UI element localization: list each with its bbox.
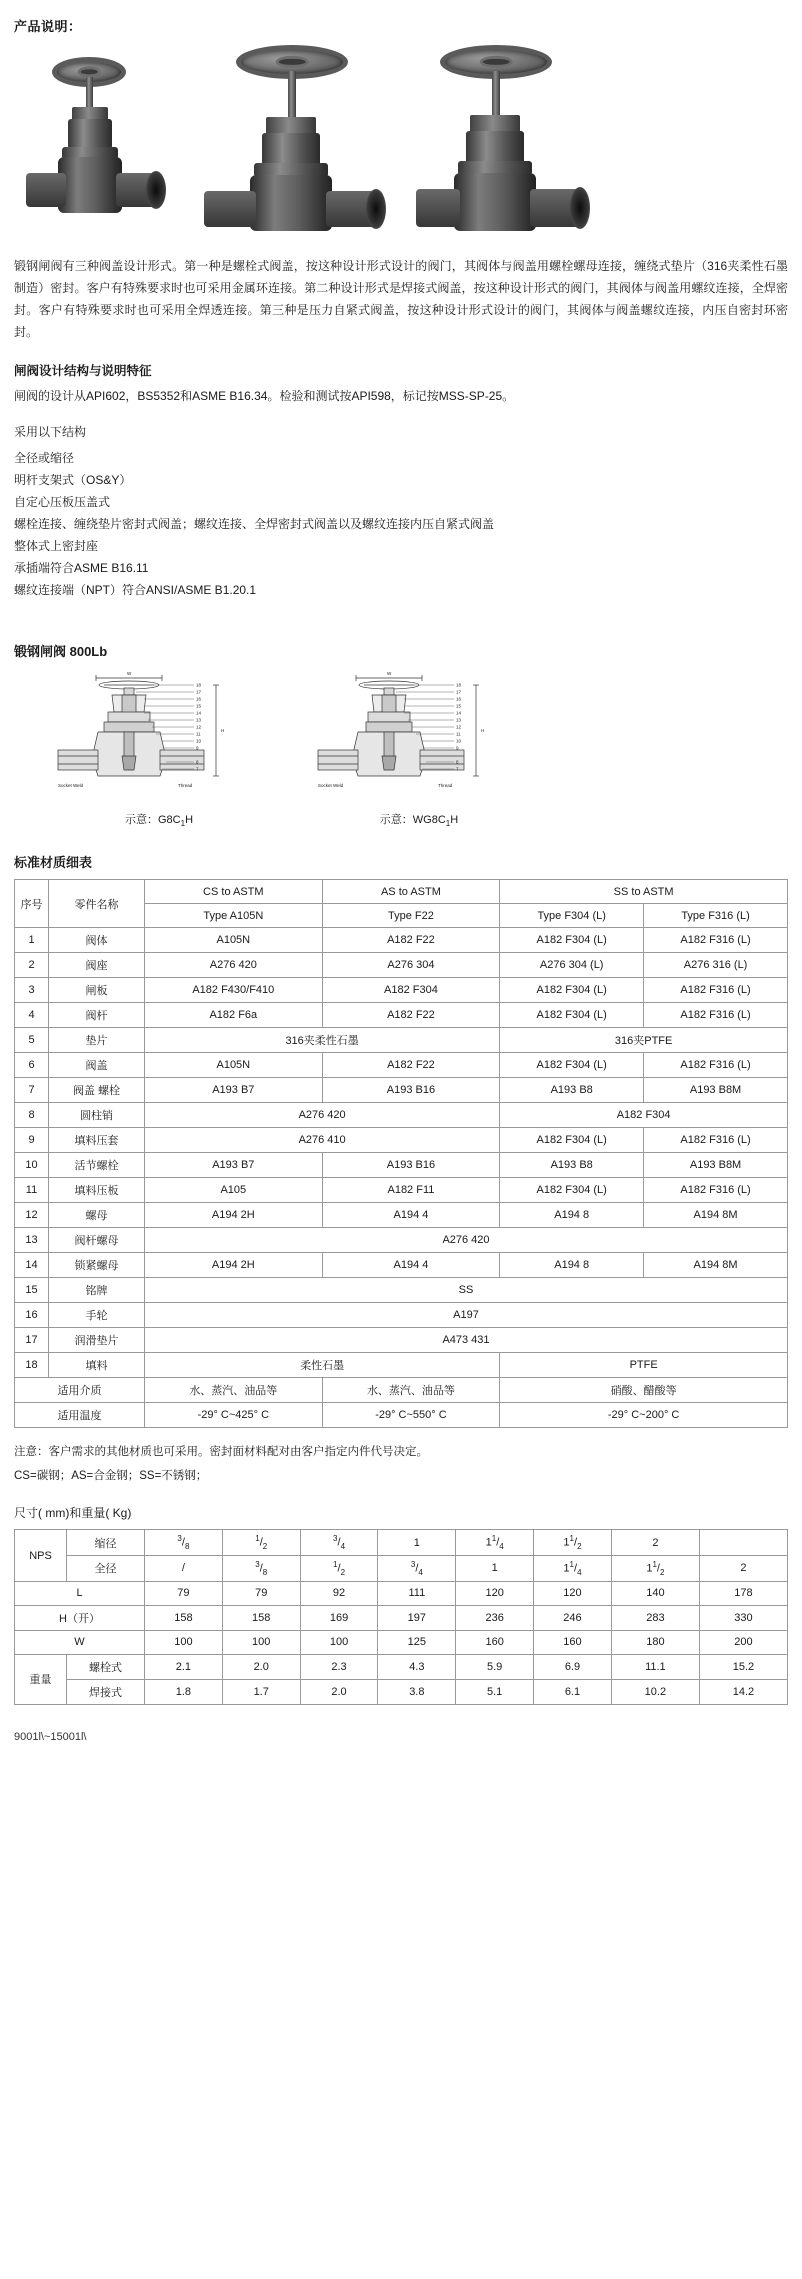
cell-part: 阀盖 bbox=[49, 1053, 145, 1078]
cell-part: 铭牌 bbox=[49, 1278, 145, 1303]
valve-port-left bbox=[26, 173, 66, 207]
cell-part: 阀杆螺母 bbox=[49, 1228, 145, 1253]
svg-text:16: 16 bbox=[196, 696, 202, 702]
table-row bbox=[15, 978, 788, 1003]
cell-value: 283 bbox=[611, 1605, 699, 1630]
intro-paragraph-block bbox=[14, 255, 788, 343]
cell-label: 适用介质 bbox=[15, 1378, 145, 1403]
cell-value: 3.8 bbox=[378, 1679, 456, 1704]
footer-code: 9001l\~15001l\ bbox=[14, 1730, 87, 1743]
cell-value: 100 bbox=[145, 1630, 223, 1654]
th-type-a105n: Type A105N bbox=[145, 904, 323, 928]
cell-value: 180 bbox=[611, 1630, 699, 1654]
cell-value: A182 F304 (L) bbox=[500, 1003, 644, 1028]
cell-value: A276 420 bbox=[145, 953, 323, 978]
cell-part: 垫片 bbox=[49, 1028, 145, 1053]
design-paragraph: 闸阀的设计从API602，BS5352和ASME B16.34。检验和测试按API598，标记按MSS-SP-25。 bbox=[14, 389, 515, 403]
cell-label: 缩径 bbox=[67, 1530, 145, 1556]
table-row bbox=[15, 1228, 788, 1253]
dimensions-table bbox=[14, 1529, 788, 1705]
table-row bbox=[15, 1630, 788, 1654]
cell-value: A193 B8 bbox=[500, 1153, 644, 1178]
cell-value: 2 bbox=[699, 1556, 787, 1582]
cell-value: A182 F304 (L) bbox=[500, 1128, 644, 1153]
design-feature: 全径或缩径 bbox=[14, 451, 75, 465]
cell-value: 200 bbox=[699, 1630, 787, 1654]
cell-value: A194 8 bbox=[500, 1203, 644, 1228]
cell-value: 1.7 bbox=[222, 1679, 300, 1704]
cell-label: 适用温度 bbox=[15, 1403, 145, 1428]
th-type-f22: Type F22 bbox=[322, 904, 500, 928]
th-group-ss: SS to ASTM bbox=[500, 880, 788, 904]
table-row bbox=[15, 1028, 788, 1053]
table-row-temperature bbox=[15, 1403, 788, 1428]
valve-body bbox=[58, 157, 122, 213]
valve-body bbox=[250, 175, 332, 231]
cell-value: 2 bbox=[611, 1530, 699, 1556]
page-title: 产品说明： bbox=[14, 19, 82, 34]
cell-value: $^3/_4$ bbox=[378, 1556, 456, 1582]
cell-value: 100 bbox=[300, 1630, 378, 1654]
table-row bbox=[15, 1153, 788, 1178]
cell-nps-label: NPS bbox=[15, 1530, 67, 1582]
valve-photo-3 bbox=[416, 45, 596, 245]
table-row bbox=[15, 1003, 788, 1028]
cell-value: 236 bbox=[456, 1605, 534, 1630]
table-row bbox=[15, 1278, 788, 1303]
table-row bbox=[15, 1203, 788, 1228]
design-feature: 整体式上密封座 bbox=[14, 539, 99, 553]
table-row bbox=[15, 1303, 788, 1328]
cell-value: 197 bbox=[378, 1605, 456, 1630]
cell-value: A182 F316 (L) bbox=[644, 978, 788, 1003]
svg-text:13: 13 bbox=[456, 717, 462, 723]
svg-text:18: 18 bbox=[456, 682, 462, 688]
svg-text:Socket Weld: Socket Weld bbox=[58, 783, 84, 788]
cell-part: 阀杆 bbox=[49, 1003, 145, 1028]
cell-part: 圆柱销 bbox=[49, 1103, 145, 1128]
svg-text:16: 16 bbox=[456, 696, 462, 702]
cell-value: 2.3 bbox=[300, 1654, 378, 1679]
valve-bonnet bbox=[262, 133, 320, 167]
cell-value: A194 2H bbox=[145, 1203, 323, 1228]
cell-value: 水、蒸汽、油品等 bbox=[145, 1378, 323, 1403]
cell-no: 16 bbox=[15, 1303, 49, 1328]
gate-valve-cross-section-1 bbox=[44, 672, 274, 807]
cell-value: A194 4 bbox=[322, 1253, 500, 1278]
cell-no: 12 bbox=[15, 1203, 49, 1228]
table-row bbox=[15, 1078, 788, 1103]
caption-model-suffix: H bbox=[450, 814, 459, 826]
table-row bbox=[15, 1128, 788, 1153]
cell-value: A276 410 bbox=[145, 1128, 500, 1153]
cell-value: A182 F22 bbox=[322, 1053, 500, 1078]
cell-value: 140 bbox=[611, 1581, 699, 1605]
cell-value: SS bbox=[145, 1278, 788, 1303]
cell-value: A182 F316 (L) bbox=[644, 1003, 788, 1028]
cell-value: A194 4 bbox=[322, 1203, 500, 1228]
cell-no: 3 bbox=[15, 978, 49, 1003]
cell-part: 填料 bbox=[49, 1353, 145, 1378]
cell-value: A193 B16 bbox=[322, 1078, 500, 1103]
cell-value: A182 F304 (L) bbox=[500, 1053, 644, 1078]
cell-value: A194 8M bbox=[644, 1203, 788, 1228]
cell-part: 填料压套 bbox=[49, 1128, 145, 1153]
design-heading: 闸阀设计结构与说明特征 bbox=[14, 364, 152, 378]
th-part: 零件名称 bbox=[49, 880, 145, 928]
cell-value: A182 F22 bbox=[322, 928, 500, 953]
table-row bbox=[15, 1605, 788, 1630]
cell-no: 9 bbox=[15, 1128, 49, 1153]
valve-bonnet bbox=[466, 131, 524, 165]
valve-photo-2 bbox=[200, 45, 390, 245]
svg-text:10: 10 bbox=[456, 738, 462, 744]
cell-value: A182 F316 (L) bbox=[644, 1128, 788, 1153]
svg-text:Thread: Thread bbox=[438, 783, 453, 788]
cell-value: A193 B8M bbox=[644, 1078, 788, 1103]
th-group-cs: CS to ASTM bbox=[145, 880, 323, 904]
cell-label: L bbox=[15, 1581, 145, 1605]
cell-value: -29° C~550° C bbox=[322, 1403, 500, 1428]
cell-part: 阀座 bbox=[49, 953, 145, 978]
cell-value: A276 316 (L) bbox=[644, 953, 788, 978]
table-row bbox=[15, 1654, 788, 1679]
cell-value: A193 B16 bbox=[322, 1153, 500, 1178]
svg-text:7: 7 bbox=[456, 766, 459, 772]
cell-value: A194 8 bbox=[500, 1253, 644, 1278]
note-line-2: CS=碳钢；AS=合金钢；SS=不锈钢； bbox=[14, 1470, 208, 1483]
cell-no: 8 bbox=[15, 1103, 49, 1128]
cell-value: A182 F22 bbox=[322, 1003, 500, 1028]
cell-value: 316夹PTFE bbox=[500, 1028, 788, 1053]
svg-text:Thread: Thread bbox=[178, 783, 193, 788]
cell-value: 5.1 bbox=[456, 1679, 534, 1704]
table-row bbox=[15, 1103, 788, 1128]
cell-value: A276 420 bbox=[145, 1228, 788, 1253]
cell-value: 6.1 bbox=[534, 1679, 612, 1704]
svg-text:18: 18 bbox=[196, 682, 202, 688]
cell-part: 螺母 bbox=[49, 1203, 145, 1228]
cell-no: 13 bbox=[15, 1228, 49, 1253]
th-type-f316: Type F316 (L) bbox=[644, 904, 788, 928]
cell-value bbox=[699, 1530, 787, 1556]
cell-value: A193 B8M bbox=[644, 1153, 788, 1178]
caption-model-suffix: H bbox=[185, 814, 194, 826]
svg-text:9: 9 bbox=[456, 745, 459, 751]
svg-text:15: 15 bbox=[456, 703, 462, 709]
svg-text:11: 11 bbox=[196, 731, 201, 737]
svg-text:10: 10 bbox=[196, 738, 202, 744]
valve-port-left bbox=[204, 191, 256, 227]
cell-value: 15.2 bbox=[699, 1654, 787, 1679]
cell-value: $1^1/_2$ bbox=[534, 1530, 612, 1556]
cell-value: 1.8 bbox=[145, 1679, 223, 1704]
cell-value: A182 F316 (L) bbox=[644, 1053, 788, 1078]
table-header-row bbox=[15, 880, 788, 904]
design-feature: 自定心压板压盖式 bbox=[14, 495, 111, 509]
cell-no: 2 bbox=[15, 953, 49, 978]
cell-value: 125 bbox=[378, 1630, 456, 1654]
cell-value: 1 bbox=[378, 1530, 456, 1556]
cell-value: $^1/_2$ bbox=[222, 1530, 300, 1556]
cell-value: 10.2 bbox=[611, 1679, 699, 1704]
cell-value: A193 B7 bbox=[145, 1153, 323, 1178]
svg-text:H: H bbox=[221, 728, 225, 733]
valve-port-left bbox=[416, 189, 460, 227]
svg-text:7: 7 bbox=[196, 766, 199, 772]
cell-no: 5 bbox=[15, 1028, 49, 1053]
table-row bbox=[15, 1328, 788, 1353]
cell-value: A473 431 bbox=[145, 1328, 788, 1353]
cell-part: 手轮 bbox=[49, 1303, 145, 1328]
svg-text:17: 17 bbox=[456, 689, 462, 695]
cell-no: 14 bbox=[15, 1253, 49, 1278]
cell-value: 158 bbox=[222, 1605, 300, 1630]
cell-label: 焊接式 bbox=[67, 1679, 145, 1704]
cell-value: $^3/_8$ bbox=[145, 1530, 223, 1556]
caption-model: WG8C bbox=[412, 814, 446, 826]
svg-text:H: H bbox=[481, 728, 485, 733]
svg-text:11: 11 bbox=[456, 731, 461, 737]
structure-label: 采用以下结构 bbox=[14, 425, 87, 439]
cell-no: 10 bbox=[15, 1153, 49, 1178]
th-group-as: AS to ASTM bbox=[322, 880, 500, 904]
svg-text:17: 17 bbox=[196, 689, 202, 695]
th-no: 序号 bbox=[15, 880, 49, 928]
cell-no: 4 bbox=[15, 1003, 49, 1028]
cell-value: A182 F304 (L) bbox=[500, 928, 644, 953]
drawing-caption-2 bbox=[304, 811, 534, 828]
cell-value: 11.1 bbox=[611, 1654, 699, 1679]
cell-value: 2.1 bbox=[145, 1654, 223, 1679]
cell-label: 全径 bbox=[67, 1556, 145, 1582]
table-row-media bbox=[15, 1378, 788, 1403]
cell-no: 1 bbox=[15, 928, 49, 953]
cell-part: 阀盖 螺栓 bbox=[49, 1078, 145, 1103]
design-feature: 承插端符合ASME B16.11 bbox=[14, 561, 149, 575]
caption-model-sub: 1 bbox=[445, 819, 451, 829]
cell-value: A182 F430/F410 bbox=[145, 978, 323, 1003]
table-row bbox=[15, 1178, 788, 1203]
cell-label: H（开） bbox=[15, 1605, 145, 1630]
cell-value: PTFE bbox=[500, 1353, 788, 1378]
cell-no: 7 bbox=[15, 1078, 49, 1103]
cell-value: A182 F304 (L) bbox=[500, 978, 644, 1003]
drawing-g8c1h bbox=[44, 672, 274, 828]
material-table bbox=[14, 879, 788, 1428]
cell-value: 178 bbox=[699, 1581, 787, 1605]
cell-value: 160 bbox=[534, 1630, 612, 1654]
cell-value: A193 B7 bbox=[145, 1078, 323, 1103]
cell-value: 330 bbox=[699, 1605, 787, 1630]
cell-value: A182 F11 bbox=[322, 1178, 500, 1203]
svg-text:14: 14 bbox=[196, 710, 202, 716]
cell-value: A105N bbox=[145, 928, 323, 953]
cell-value: 120 bbox=[534, 1581, 612, 1605]
cell-value: / bbox=[145, 1556, 223, 1582]
cell-value: 111 bbox=[378, 1581, 456, 1605]
svg-text:9: 9 bbox=[196, 745, 199, 751]
cell-value: A182 F304 bbox=[322, 978, 500, 1003]
cell-value: 246 bbox=[534, 1605, 612, 1630]
table-row bbox=[15, 953, 788, 978]
table-row bbox=[15, 1530, 788, 1556]
table-row bbox=[15, 1253, 788, 1278]
cell-value: A182 F304 (L) bbox=[500, 1178, 644, 1203]
cell-value: 1 bbox=[456, 1556, 534, 1582]
valve-port-face-right bbox=[366, 189, 386, 229]
cell-value: 4.3 bbox=[378, 1654, 456, 1679]
material-table-title: 标准材质细表 bbox=[14, 855, 93, 871]
cell-value: 79 bbox=[145, 1581, 223, 1605]
cell-part: 活节螺栓 bbox=[49, 1153, 145, 1178]
design-feature: 螺栓连接、缠绕垫片密封式阀盖；螺纹连接、全焊密封式阀盖以及螺纹连接内压自紧式阀盖 bbox=[14, 517, 495, 531]
intro-paragraph: 锻钢闸阀有三种阀盖设计形式。第一种是螺栓式阀盖，按这种设计形式设计的阀门，其阀体与阀盖用螺栓螺母连接，缠绕式垫片（316夹柔性石墨制造）密封。客户有特殊要求时也可采用金属环连接。第二种设计形式是焊接式阀盖，按这种设计形式的阀门，其阀体与阀盖用螺纹连接，全焊密封。客户有特殊要求时也可采用全焊透连接。第三种是压力自紧式阀盖，按这种设计形式设计的阀门，其阀体与阀盖螺纹连接，内压自密封环密封。 bbox=[14, 259, 788, 339]
drawings-row bbox=[14, 672, 788, 828]
svg-text:15: 15 bbox=[196, 703, 202, 709]
cell-value: $^3/_8$ bbox=[222, 1556, 300, 1582]
svg-text:12: 12 bbox=[196, 724, 202, 730]
cell-value: -29° C~425° C bbox=[145, 1403, 323, 1428]
cell-no: 11 bbox=[15, 1178, 49, 1203]
cell-value: 92 bbox=[300, 1581, 378, 1605]
caption-model: G8C bbox=[157, 814, 181, 826]
caption-prefix: 示意： bbox=[379, 814, 413, 826]
dims-table-title: 尺寸( mm)和重量( Kg) bbox=[14, 1506, 132, 1521]
cell-value: -29° C~200° C bbox=[500, 1403, 788, 1428]
cell-label: 螺栓式 bbox=[67, 1654, 145, 1679]
cell-value: 2.0 bbox=[222, 1654, 300, 1679]
drawing-wg8c1h bbox=[304, 672, 534, 828]
cell-value: A182 F316 (L) bbox=[644, 928, 788, 953]
cell-value: A182 F6a bbox=[145, 1003, 323, 1028]
cell-value: A276 420 bbox=[145, 1103, 500, 1128]
svg-text:8: 8 bbox=[196, 759, 199, 765]
cell-no: 15 bbox=[15, 1278, 49, 1303]
cell-value: $1^1/_2$ bbox=[611, 1556, 699, 1582]
svg-text:Socket Weld: Socket Weld bbox=[318, 783, 344, 788]
caption-prefix: 示意： bbox=[124, 814, 158, 826]
cell-value: 硝酸、醋酸等 bbox=[500, 1378, 788, 1403]
cell-value: A276 304 bbox=[322, 953, 500, 978]
cell-value: A194 2H bbox=[145, 1253, 323, 1278]
valve-photo-row bbox=[14, 45, 788, 245]
valve-photo-1 bbox=[24, 55, 174, 245]
table-row bbox=[15, 1679, 788, 1704]
cell-value: A105 bbox=[145, 1178, 323, 1203]
design-feature-list bbox=[14, 447, 788, 601]
cell-value: A182 F316 (L) bbox=[644, 1178, 788, 1203]
cell-no: 18 bbox=[15, 1353, 49, 1378]
design-feature: 明杆支架式（OS&Y） bbox=[14, 473, 132, 487]
svg-text:12: 12 bbox=[456, 724, 462, 730]
cell-value: 79 bbox=[222, 1581, 300, 1605]
svg-text:13: 13 bbox=[196, 717, 202, 723]
table-row bbox=[15, 1556, 788, 1582]
th-type-f304: Type F304 (L) bbox=[500, 904, 644, 928]
cell-value: 6.9 bbox=[534, 1654, 612, 1679]
cell-value: A193 B8 bbox=[500, 1078, 644, 1103]
cell-weight-label: 重量 bbox=[15, 1654, 67, 1704]
cell-no: 17 bbox=[15, 1328, 49, 1353]
table-row bbox=[15, 1581, 788, 1605]
cell-value: A197 bbox=[145, 1303, 788, 1328]
caption-model-sub: 1 bbox=[180, 819, 186, 829]
drawing-caption-1 bbox=[44, 811, 274, 828]
gate-valve-cross-section-2 bbox=[304, 672, 534, 807]
cell-part: 闸板 bbox=[49, 978, 145, 1003]
cell-part: 锁紧螺母 bbox=[49, 1253, 145, 1278]
cell-value: A194 8M bbox=[644, 1253, 788, 1278]
cell-value: 5.9 bbox=[456, 1654, 534, 1679]
cell-label: W bbox=[15, 1630, 145, 1654]
cell-value: $1^1/_4$ bbox=[534, 1556, 612, 1582]
valve-port-face-right bbox=[146, 171, 166, 209]
cell-no: 6 bbox=[15, 1053, 49, 1078]
svg-text:8: 8 bbox=[456, 759, 459, 765]
svg-text:W: W bbox=[127, 672, 132, 676]
cell-value: A105N bbox=[145, 1053, 323, 1078]
cell-value: $1^1/_4$ bbox=[456, 1530, 534, 1556]
valve-bonnet bbox=[68, 119, 112, 149]
design-feature: 螺纹连接端（NPT）符合ANSI/ASME B1.20.1 bbox=[14, 583, 257, 597]
cell-value: 柔性石墨 bbox=[145, 1353, 500, 1378]
cell-value: $^1/_2$ bbox=[300, 1556, 378, 1582]
cell-part: 阀体 bbox=[49, 928, 145, 953]
cell-value: 169 bbox=[300, 1605, 378, 1630]
cell-value: 160 bbox=[456, 1630, 534, 1654]
cell-value: $^3/_4$ bbox=[300, 1530, 378, 1556]
svg-text:14: 14 bbox=[456, 710, 462, 716]
valve-body bbox=[454, 173, 536, 231]
cell-part: 润滑垫片 bbox=[49, 1328, 145, 1353]
cell-value: 14.2 bbox=[699, 1679, 787, 1704]
cell-value: A182 F304 bbox=[500, 1103, 788, 1128]
cell-value: 316夹柔性石墨 bbox=[145, 1028, 500, 1053]
svg-text:W: W bbox=[387, 672, 392, 676]
cell-value: 100 bbox=[222, 1630, 300, 1654]
drawings-title: 锻钢闸阀 800Lb bbox=[14, 644, 108, 659]
note-line-1: 注意：客户需求的其他材质也可采用。密封面材料配对由客户指定内件代号决定。 bbox=[14, 1446, 428, 1459]
cell-part: 填料压板 bbox=[49, 1178, 145, 1203]
table-row bbox=[15, 1353, 788, 1378]
cell-value: 水、蒸汽、油品等 bbox=[322, 1378, 500, 1403]
table-row bbox=[15, 928, 788, 953]
table-row bbox=[15, 1053, 788, 1078]
cell-value: 2.0 bbox=[300, 1679, 378, 1704]
cell-value: A276 304 (L) bbox=[500, 953, 644, 978]
cell-value: 120 bbox=[456, 1581, 534, 1605]
cell-value: 158 bbox=[145, 1605, 223, 1630]
valve-port-face-right bbox=[570, 187, 590, 229]
